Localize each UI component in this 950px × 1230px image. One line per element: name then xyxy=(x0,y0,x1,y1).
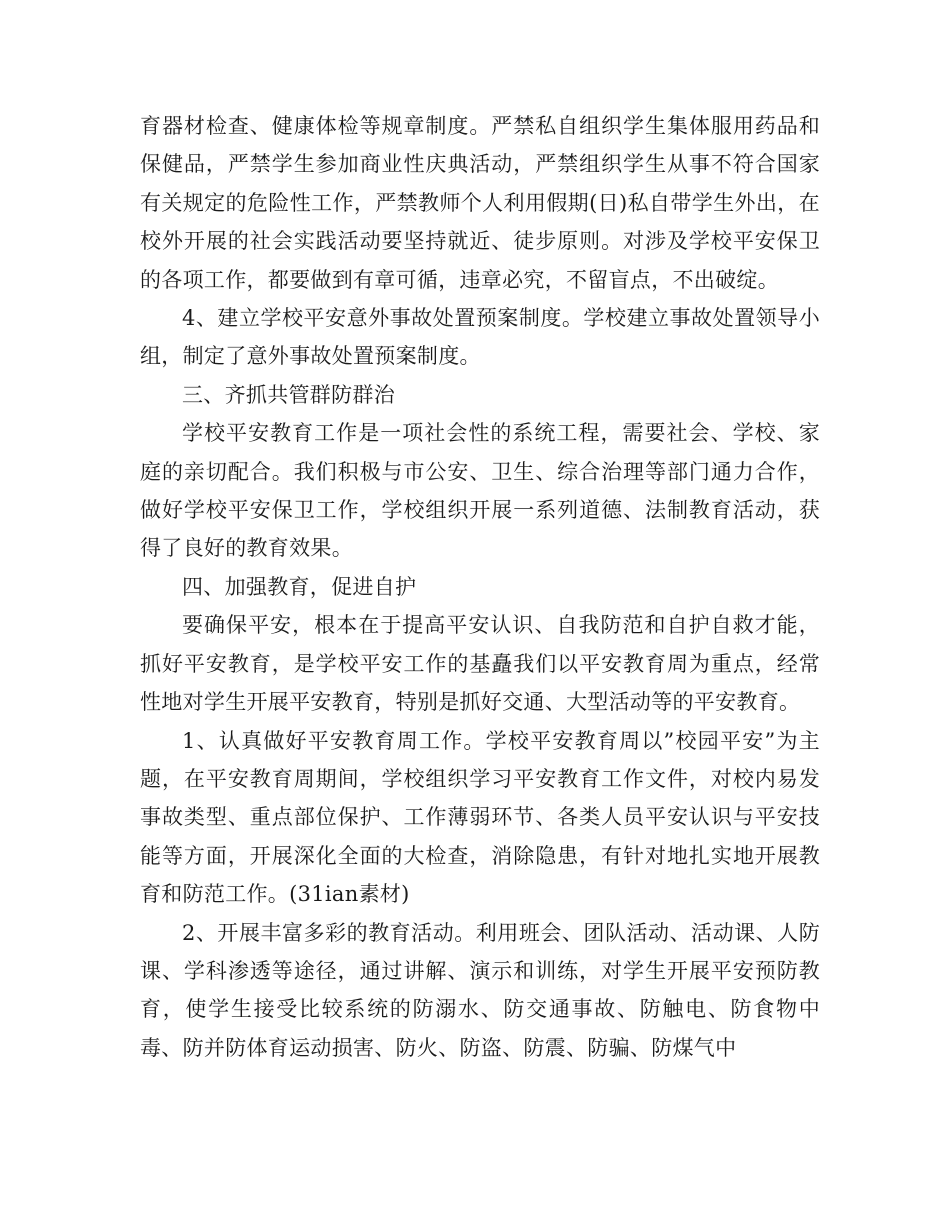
document-body xyxy=(140,107,820,1067)
section-heading-joint-management: 三、齐抓共管群防群治 xyxy=(182,382,395,407)
paragraph-safety-week: 1、认真做好平安教育周工作。学校平安教育周以”校园平安”为主题，在平安教育周期间，学校组织学习平安教育工作文件，对校内易发事故类型、重点部位保护、工作薄弱环节、各类人员平安认识与平安技能等方面，开展深化全面的大检查，消除隐患，有针对地扎实地开展教育和防范工作。(31ian素材) xyxy=(140,728,820,907)
paragraph-education-activities: 2、开展丰富多彩的教育活动。利用班会、团队活动、活动课、人防课、学科渗透等途径，通过讲解、演示和训练，对学生开展平安预防教育，使学生接受比较系统的防溺水、防交通事故、防触电、防食物中毒、防并防体育运动损害、防火、防盗、防震、防骗、防煤气中 xyxy=(140,920,820,1060)
section-heading-strengthen-education: 四、加强教育，促进自护 xyxy=(182,574,417,599)
paragraph-social-cooperation: 学校平安教育工作是一项社会性的系统工程，需要社会、学校、家庭的亲切配合。我们积极与市公安、卫生、综合治理等部门通力合作，做好学校平安保卫工作，学校组织开展一系列道德、法制教育活动，获得了良好的教育效果。 xyxy=(140,421,820,561)
paragraph-safety-awareness: 要确保平安，根本在于提高平安认识、自我防范和自护自救才能，抓好平安教育，是学校平安工作的基矗我们以平安教育周为重点，经常性地对学生开展平安教育，特别是抓好交通、大型活动等的平安教育。 xyxy=(140,613,820,715)
paragraph-accident-plan: 4、建立学校平安意外事故处置预案制度。学校建立事故处置领导小组，制定了意外事故处置预案制度。 xyxy=(140,306,820,369)
paragraph-regulations: 育器材检查、健康体检等规章制度。严禁私自组织学生集体服用药品和保健品，严禁学生参加商业性庆典活动，严禁组织学生从事不符合国家有关规定的危险性工作，严禁教师个人利用假期(日)私自带学生外出，在校外开展的社会实践活动要坚持就近、徒步原则。对涉及学校平安保卫的各项工作，都要做到有章可循，违章必究，不留盲点，不出破绽。 xyxy=(140,114,820,292)
